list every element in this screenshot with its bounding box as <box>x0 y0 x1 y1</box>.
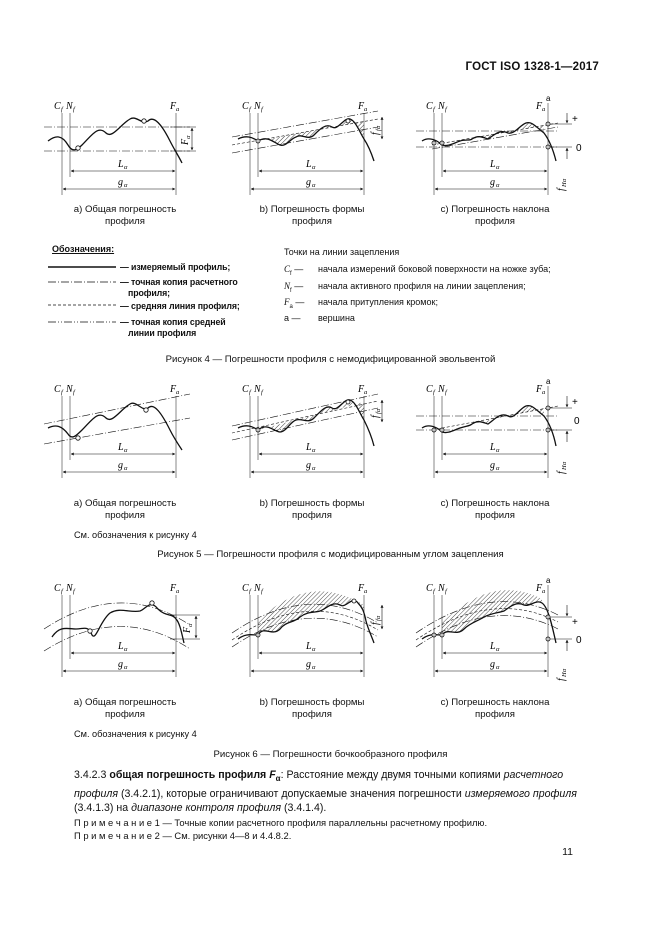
figure-5b-diagram <box>228 378 398 488</box>
svg-text:α: α <box>312 465 316 472</box>
svg-text:f: f <box>249 588 251 595</box>
svg-text:a: a <box>176 389 180 396</box>
svg-text:f: f <box>61 389 63 396</box>
point-cf: $C_f$ — начала измерений боковой поверхности на ножке зуба; <box>284 264 551 277</box>
svg-text:fα: fα <box>375 408 382 414</box>
svg-text:N: N <box>66 583 73 594</box>
svg-text:L: L <box>306 159 312 170</box>
svg-text:f: f <box>73 389 75 396</box>
svg-text:L: L <box>118 641 124 652</box>
cf-label: C <box>54 101 61 112</box>
svg-text:f: f <box>433 588 435 595</box>
figure-6c-caption: c) Погрешность наклона профиля <box>440 697 550 720</box>
svg-text:α: α <box>312 664 316 671</box>
figure-4c-caption: c) Погрешность наклона профиля <box>440 204 550 227</box>
legend-item-measured: — измеряемый профиль; <box>120 262 231 272</box>
svg-text:f: f <box>249 389 251 396</box>
f-falpha-label: f <box>370 132 381 135</box>
svg-text:g: g <box>306 177 311 188</box>
svg-text:a: a <box>364 588 368 595</box>
figure-4b-caption: b) Погрешность формы профиля <box>259 204 365 227</box>
svg-text:F: F <box>170 583 177 594</box>
svg-text:N: N <box>438 101 445 112</box>
svg-text:L: L <box>306 442 312 453</box>
figure-4c-diagram <box>412 95 592 205</box>
figure-6b-diagram <box>228 577 398 687</box>
svg-text:f: f <box>61 588 63 595</box>
svg-text:g: g <box>490 659 495 670</box>
svg-text:L: L <box>490 641 496 652</box>
svg-text:α: α <box>124 646 128 653</box>
vertex-label: a <box>546 95 551 103</box>
figure-6-see-note: См. обозначения к рисунку 4 <box>74 729 197 739</box>
l-alpha-label: L <box>118 159 124 170</box>
svg-text:f: f <box>445 106 447 113</box>
svg-text:C: C <box>54 583 61 594</box>
figure-6b-caption: b) Погрешность формы профиля <box>259 697 365 720</box>
legend-item-mean-copy: — точная копия средней линии профиля <box>120 317 226 338</box>
svg-text:a: a <box>176 588 180 595</box>
svg-text:+: + <box>572 617 578 628</box>
figure-5 <box>40 378 630 498</box>
legend-line-samples <box>48 258 118 338</box>
notes-block <box>74 817 487 842</box>
figure-6c-diagram <box>412 577 592 687</box>
note-2: П р и м е ч а н и е 2 — См. рисунки 4—8 и 4.4.8.2. <box>74 829 292 841</box>
svg-text:N: N <box>254 384 261 395</box>
svg-text:α: α <box>312 182 316 189</box>
figure-4a-caption: a) Общая погрешность профиля <box>73 204 177 227</box>
svg-text:α: α <box>496 164 500 171</box>
svg-text:fα: fα <box>375 615 382 621</box>
svg-text:F: F <box>536 101 543 112</box>
f-alpha-label: F <box>180 138 191 145</box>
svg-text:α: α <box>496 447 500 454</box>
figure-5c-diagram <box>412 378 592 488</box>
figure-5-title: Рисунок 5 — Погрешности профиля с модифицированным углом зацепления <box>157 549 504 560</box>
svg-text:a: a <box>546 378 551 386</box>
svg-text:α: α <box>187 623 194 627</box>
figure-4a-diagram <box>40 95 210 205</box>
points-title: Точки на линии зацепления <box>284 247 400 257</box>
figure-6-title: Рисунок 6 — Погрешности бочкообразного профиля <box>213 749 448 760</box>
g-alpha-label: g <box>118 177 123 188</box>
svg-text:N: N <box>254 583 261 594</box>
figure-4-title: Рисунок 4 — Погрешности профиля с немодифицированной эвольвентой <box>165 354 496 365</box>
legend-title: Обозначения: <box>52 244 115 254</box>
svg-text:F: F <box>536 583 543 594</box>
svg-text:f: f <box>73 588 75 595</box>
svg-text:f: f <box>73 106 75 113</box>
svg-text:F: F <box>358 101 365 112</box>
svg-text:f: f <box>556 678 567 681</box>
nf-label: N <box>66 101 73 112</box>
svg-text:L: L <box>306 641 312 652</box>
svg-text:L: L <box>490 159 496 170</box>
figure-4b-diagram <box>228 95 398 205</box>
point-fa: $F_a$ — начала притупления кромок; <box>284 297 438 310</box>
svg-text:α: α <box>312 164 316 171</box>
f-halpha-label: f <box>556 188 567 191</box>
svg-text:g: g <box>306 659 311 670</box>
svg-text:F: F <box>358 583 365 594</box>
svg-text:α: α <box>124 664 128 671</box>
figure-5a-diagram <box>40 378 210 488</box>
svg-text:N: N <box>438 583 445 594</box>
svg-text:a: a <box>364 389 368 396</box>
svg-text:α: α <box>312 447 316 454</box>
svg-text:f: f <box>445 588 447 595</box>
svg-text:N: N <box>66 384 73 395</box>
svg-text:f: f <box>445 389 447 396</box>
svg-text:f: f <box>556 471 567 474</box>
svg-text:F: F <box>358 384 365 395</box>
figure-6 <box>40 577 630 697</box>
svg-text:C: C <box>54 384 61 395</box>
svg-text:f: f <box>261 588 263 595</box>
svg-text:L: L <box>490 442 496 453</box>
svg-text:C: C <box>426 583 433 594</box>
svg-text:C: C <box>242 101 249 112</box>
svg-text:f: f <box>433 389 435 396</box>
svg-text:α: α <box>496 664 500 671</box>
svg-text:+: + <box>572 397 578 408</box>
svg-text:a: a <box>364 106 368 113</box>
svg-text:α: α <box>496 182 500 189</box>
svg-text:g: g <box>490 177 495 188</box>
figure-5c-caption: c) Погрешность наклона профиля <box>440 498 550 521</box>
svg-text:g: g <box>118 659 123 670</box>
fa-label: F <box>170 101 177 112</box>
page-number: 11 <box>562 846 573 858</box>
svg-text:f: f <box>370 622 381 625</box>
svg-text:0: 0 <box>576 635 582 646</box>
svg-text:0: 0 <box>574 416 580 427</box>
svg-text:a: a <box>542 588 546 595</box>
svg-text:α: α <box>496 646 500 653</box>
svg-text:a: a <box>542 106 546 113</box>
svg-text:α: α <box>124 447 128 454</box>
svg-text:C: C <box>426 101 433 112</box>
zero-label: 0 <box>576 143 582 154</box>
plus-sign: + <box>572 114 578 125</box>
svg-text:a: a <box>546 577 551 585</box>
svg-text:F: F <box>182 626 193 633</box>
legend-item-design-copy: — точная копия расчетного профиля; <box>120 277 238 298</box>
document-code: ГОСТ ISO 1328-1—2017 <box>465 61 599 73</box>
legend-item-mean-line: — средняя линия профиля; <box>120 301 240 311</box>
svg-text:α: α <box>124 465 128 472</box>
clause-3-4-2-3: 3.4.2.3 общая погрешность профиля $F_\alpha$: Расстояние между двумя точными копиями расчетного профиля (3.4.2.1), которые ограничивают допускаемые значения погрешности измеряемого профиля (3.4.1.3) на диапазоне контроля профиля (3.4.1.4). <box>74 769 577 815</box>
svg-text:g: g <box>118 460 123 471</box>
figure-5a-caption: a) Общая погрешность профиля <box>73 498 177 521</box>
figure-5-see-note: См. обозначения к рисунку 4 <box>74 530 197 540</box>
figure-6a-diagram <box>40 577 210 687</box>
svg-text:N: N <box>438 384 445 395</box>
svg-text:F: F <box>170 384 177 395</box>
svg-text:f: f <box>433 106 435 113</box>
svg-text:C: C <box>242 583 249 594</box>
svg-text:Hα: Hα <box>561 668 568 677</box>
svg-text:a: a <box>176 106 180 113</box>
svg-text:N: N <box>254 101 261 112</box>
svg-text:α: α <box>496 465 500 472</box>
svg-text:α: α <box>124 164 128 171</box>
svg-text:L: L <box>118 442 124 453</box>
svg-text:α: α <box>312 646 316 653</box>
svg-text:f: f <box>61 106 63 113</box>
figure-6a-caption: a) Общая погрешность профиля <box>73 697 177 720</box>
svg-text:Hα: Hα <box>561 178 568 187</box>
clause-number: 3.4.2.3 <box>74 769 107 781</box>
point-a: a — вершина <box>284 313 355 323</box>
point-nf: $N_f$ — начала активного профиля на линии зацепления; <box>284 281 526 294</box>
svg-text:f: f <box>249 106 251 113</box>
svg-text:C: C <box>426 384 433 395</box>
svg-text:α: α <box>124 182 128 189</box>
svg-text:f: f <box>261 389 263 396</box>
svg-text:f: f <box>370 415 381 418</box>
svg-text:α: α <box>185 135 192 139</box>
svg-text:f: f <box>261 106 263 113</box>
svg-text:a: a <box>542 389 546 396</box>
figure-5b-caption: b) Погрешность формы профиля <box>259 498 365 521</box>
svg-text:g: g <box>306 460 311 471</box>
note-1: П р и м е ч а н и е 1 — Точные копии расчетного профиля параллельны расчетному профилю. <box>74 817 488 828</box>
clause-symbol: F <box>269 769 276 781</box>
svg-text:fα: fα <box>375 125 382 131</box>
clause-term: общая погрешность профиля <box>109 769 267 781</box>
svg-text:C: C <box>242 384 249 395</box>
svg-text:Hα: Hα <box>561 461 568 470</box>
svg-text:F: F <box>536 384 543 395</box>
svg-text:g: g <box>490 460 495 471</box>
